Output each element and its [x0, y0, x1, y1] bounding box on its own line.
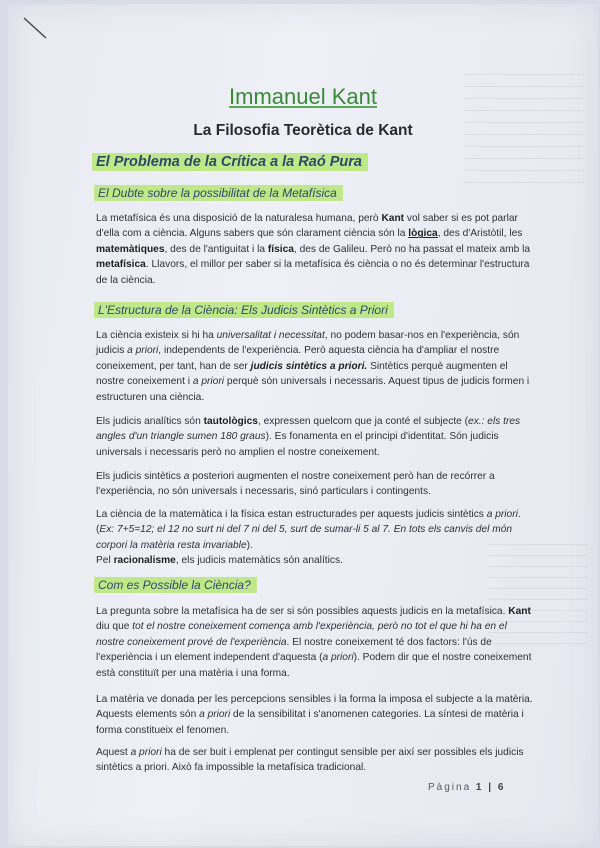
text-run: ).: [246, 539, 253, 551]
bold-run: racionalisme: [113, 555, 176, 567]
text-run: posteriori augmenten el nostre coneixement però han de recórrer a l'experiència, no són universals i necessaris, sinó particulars i contingents.: [96, 471, 495, 498]
paragraph: [96, 604, 536, 681]
paragraph: [96, 211, 536, 288]
bold-run: lògica: [408, 228, 438, 240]
italic-run: a priori: [486, 509, 518, 520]
paragraph: [96, 507, 536, 569]
bold-run: física: [267, 243, 294, 255]
bold-run: Kant: [381, 213, 405, 224]
text-run: ). Podem dir que el nostre coneixement està constituït per una matèria i una forma.: [96, 652, 532, 679]
italic-run: a priori: [130, 747, 162, 758]
text-run: , des d'Aristòtil, les: [437, 228, 523, 240]
italic-run: universalitat i necessitat: [216, 330, 325, 341]
text-run: , expressen quelcom que ja conté el subjecte (: [257, 416, 469, 427]
italic-run: a priori: [322, 652, 354, 664]
subsection-heading-text: Com es Possible la Ciència?: [94, 577, 257, 593]
italic-run: a priori: [192, 376, 224, 388]
text-run: La pregunta sobre la metafísica ha de ser si són possibles aquests judicis en la metafísica.: [96, 606, 509, 617]
paragraph: [96, 414, 536, 460]
text-run: La ciència existeix si hi ha: [96, 330, 217, 341]
text-run: . El nostre coneixement té dos factors: l'ús de l'experiència i un element independent d'aquesta (: [96, 636, 492, 664]
text-run: perquè són universals i necessaris. Aquest tipus de judicis formen i estructuren una ciència.: [96, 376, 530, 403]
subsection-heading-text: L'Estructura de la Ciència: Els Judicis Sintètics a Priori: [94, 302, 394, 318]
text-run: La matèria ve donada per les percepcions sensibles i la forma la imposa el subjecte a la matèria. Aquests elements són: [96, 694, 533, 721]
text-run: ). Es fonamenta en el principi d'identitat. Són judicis universals i necessaris però no amplien el nostre coneixement.: [96, 431, 499, 458]
text-run: , no podem basar-nos en l'experiència, són judicis: [96, 330, 520, 357]
document-page: [8, 4, 598, 846]
bold-run: metafísica: [96, 259, 146, 271]
text-run: . (: [96, 509, 521, 536]
text-run: . Llavors, el millor per saber si la metafísica és ciència o no és determinar l'estructura de la ciència.: [96, 259, 530, 286]
text-run: , independents de l'experiència. Però aquesta ciència ha d'ampliar el nostre coneixement, per tant, han de ser: [96, 345, 500, 372]
italic-run: a priori: [127, 345, 159, 357]
subsection-heading: [94, 186, 343, 200]
paragraph: [96, 692, 536, 738]
subsection-heading: [94, 303, 394, 317]
bold-run: tautològics: [203, 416, 258, 427]
subsection-heading: [94, 578, 257, 592]
italic-run: Ex: 7+5=12; el 12 no surt ni del 7 ni del 5, surt de sumar-li 5 al 7. En tots els canvis del món corpori la matèria resta invariable: [96, 524, 513, 551]
text-run: Sintètics perquè augmenten el nostre coneixement i: [96, 360, 508, 388]
italic-run: ex.: els tres angles d'un triangle sumen 180 graus: [96, 416, 521, 443]
italic-run: a priori: [199, 709, 231, 721]
text-run: Aquest: [96, 747, 131, 758]
bold-italic-run: judicis sintètics a priori.: [250, 360, 368, 372]
paragraph: [96, 469, 536, 500]
page-footer: [428, 782, 505, 793]
text-run: , des de l'antiguitat i la: [164, 243, 268, 255]
page-number: 1 | 6: [475, 782, 506, 793]
footer-label: Pàgina: [428, 782, 472, 793]
text-run: Pel: [96, 555, 114, 567]
italic-run: tot el nostre coneixement comença amb l'experiència, però no tot el que hi ha en el nostre coneixement prové de l'experiència: [96, 621, 507, 648]
text-run: de la sensibilitat i s'anomenen categories. La síntesi de matèria i forma constitueix el fenomen.: [96, 709, 524, 736]
subsection-heading-text: El Dubte sobre la possibilitat de la Metafísica: [94, 185, 343, 201]
bold-run: Kant: [508, 606, 531, 617]
paragraph: [96, 745, 536, 776]
text-run: La metafísica és una disposició de la naturalesa humana, però: [96, 213, 382, 224]
page-title: Immanuel Kant: [229, 84, 377, 109]
bold-run: matemàtiques: [96, 243, 165, 255]
text-run: ha de ser buit i emplenat per contingut sensible per així ser possibles els judicis sintètics a priori. Això fa impossible la metafísica tradicional.: [96, 747, 524, 774]
paragraph: [96, 328, 536, 405]
text-run: diu que: [96, 621, 133, 633]
section-heading: [92, 154, 368, 170]
text-run: La ciència de la matemàtica i la física estan estructurades per aquests judicis sintètics: [96, 509, 487, 520]
text-run: , des de Galileu. Però no ha passat el mateix amb la: [293, 243, 531, 255]
text-run: Els judicis sintètics: [96, 471, 184, 482]
text-run: Els judicis analítics són: [96, 416, 204, 427]
section-heading-text: El Problema de la Crítica a la Raó Pura: [92, 153, 368, 171]
page-subtitle: La Filosofia Teorètica de Kant: [193, 122, 413, 139]
text-run: , els judicis matemàtics són analítics.: [175, 555, 343, 567]
italic-run: a: [183, 471, 190, 482]
text-run: vol saber si es pot parlar d'ella com a ciència. Alguns sabers que són clarament ciència són la: [96, 213, 518, 240]
pen-mark-icon: [20, 14, 50, 44]
